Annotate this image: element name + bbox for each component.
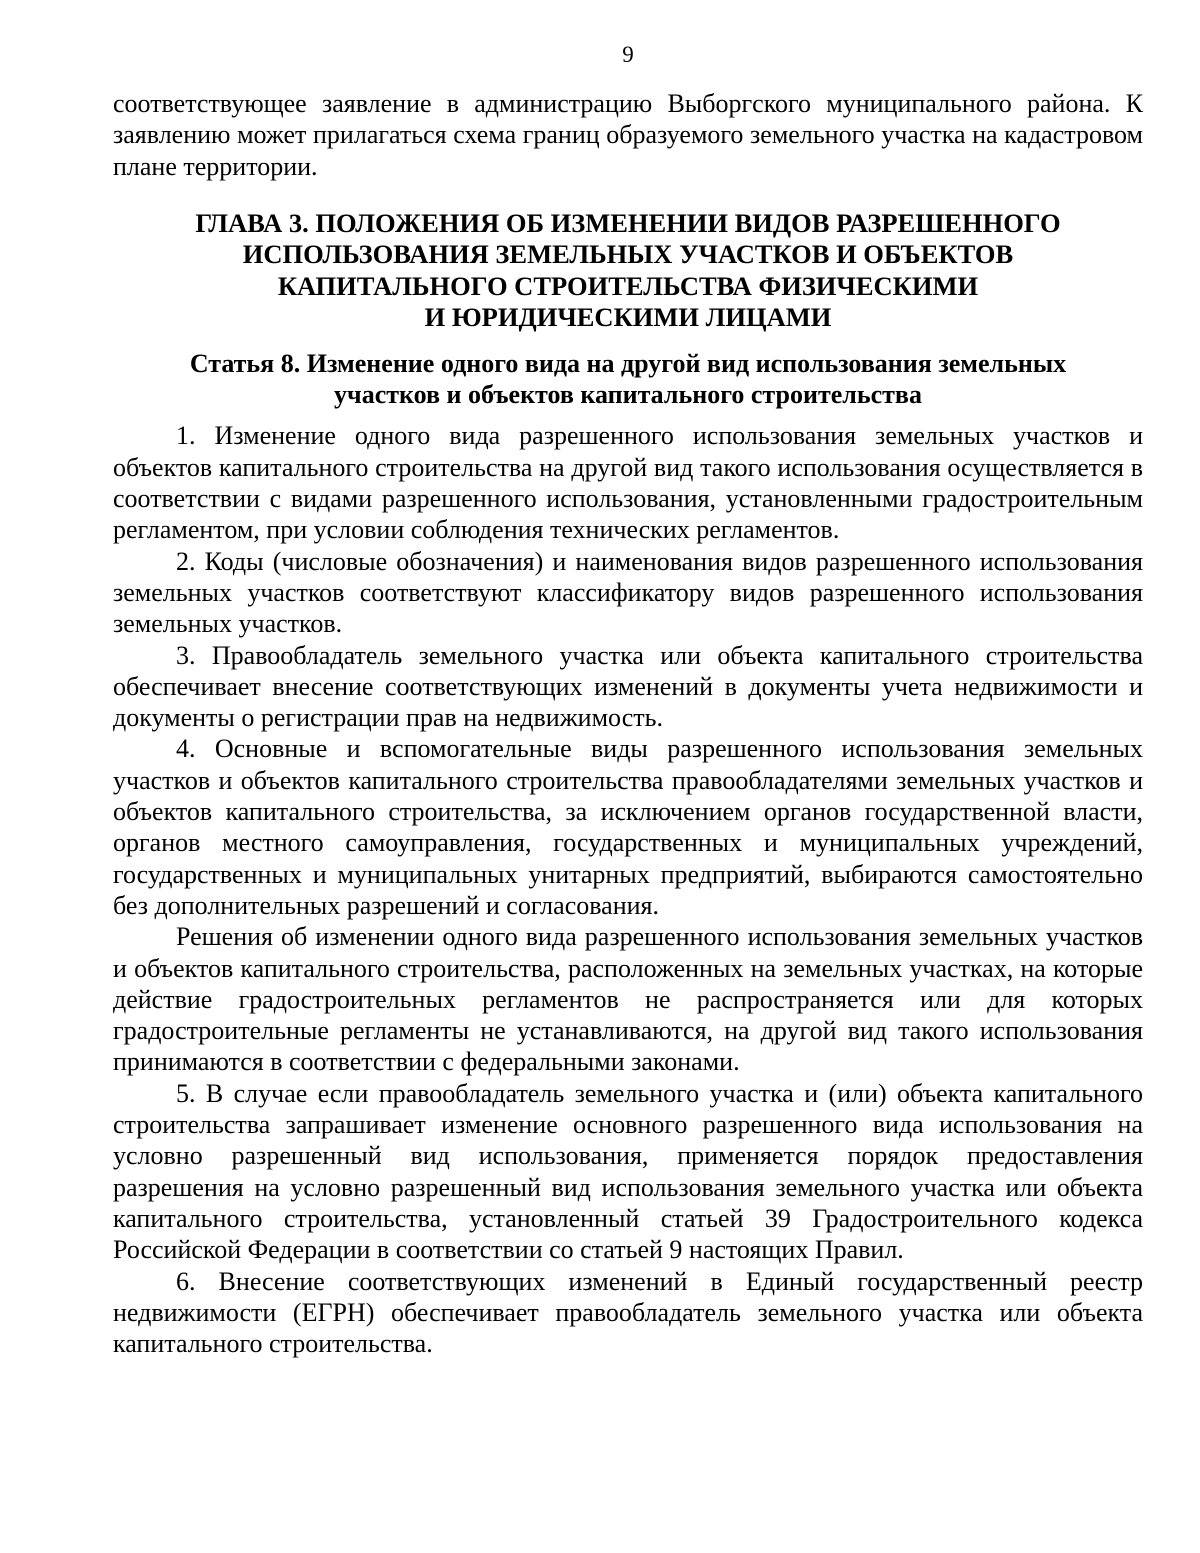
document-page	[113, 40, 1143, 1359]
intro-paragraph: соответствующее заявление в администрацию Выборгского муниципального района. К заявлению может прилагаться схема границ образуемого земельного участка на кадастровом плане территории.	[113, 89, 1143, 181]
article-title-line: Статья 8. Изменение одного вида на другой вид использования земельных	[189, 348, 1067, 378]
article-title-line: участков и объектов капитального строительства	[334, 380, 922, 410]
paragraph-3: 3. Правообладатель земельного участка или объекта капитального строительства обеспечивает внесение соответствующих изменений в документы учета недвижимости и документы о регистрации прав на недвижимость.	[113, 640, 1143, 733]
paragraph-4-decisions: Решения об изменении одного вида разрешенного использования земельных участков и объектов капитального строительства, расположенных на земельных участках, на которые действие градостроительных регламентов не распространяется или для которых градостроительные регламенты не устанавливаются, на другой вид такого использования принимаются в соответствии с федеральными законами.	[113, 922, 1143, 1077]
chapter-title-line: ГЛАВА 3. ПОЛОЖЕНИЯ ОБ ИЗМЕНЕНИИ ВИДОВ РАЗРЕШЕННОГО	[195, 207, 1061, 238]
article-title	[113, 348, 1143, 411]
chapter-title-line: ИСПОЛЬЗОВАНИЯ ЗЕМЕЛЬНЫХ УЧАСТКОВ И ОБЪЕКТОВ	[242, 239, 1014, 270]
chapter-title-line: И ЮРИДИЧЕСКИМИ ЛИЦАМИ	[424, 302, 832, 333]
paragraph-4: 4. Основные и вспомогательные виды разрешенного использования земельных участков и объектов капитального строительства правообладателями земельных участков и объектов капитального строительства, за исключением органов государственной власти, органов местного самоуправления, государственных и муниципальных учреждений, государственных и муниципальных унитарных предприятий, выбираются самостоятельно без дополнительных разрешений и согласования.	[113, 734, 1143, 920]
paragraph-5: 5. В случае если правообладатель земельного участка и (или) объекта капитального строительства запрашивает изменение основного разрешенного вида использования на условно разрешенный вид использования, применяется порядок предоставления разрешения на условно разрешенный вид использования земельного участка или объекта капитального строительства, установленный статьей 39 Градостроительного кодекса Российской Федерации в соответствии со статьей 9 настоящих Правил.	[113, 1078, 1143, 1265]
page-number: 9	[622, 42, 634, 67]
paragraph-6: 6. Внесение соответствующих изменений в Единый государственный реестр недвижимости (ЕГРН) обеспечивает правообладатель земельного участка или объекта капитального строительства.	[113, 1266, 1143, 1359]
chapter-title	[113, 208, 1143, 334]
paragraph-1: 1. Изменение одного вида разрешенного использования земельных участков и объектов капитального строительства на другой вид такого использования осуществляется в соответствии с видами разрешенного использования, установленными градостроительным регламентом, при условии соблюдения технических регламентов.	[113, 421, 1143, 545]
chapter-title-line: КАПИТАЛЬНОГО СТРОИТЕЛЬСТВА ФИЗИЧЕСКИМИ	[277, 270, 979, 301]
paragraph-2: 2. Коды (числовые обозначения) и наименования видов разрешенного использования земельных участков соответствуют классификатору видов разрешенного использования земельных участков.	[113, 546, 1143, 639]
